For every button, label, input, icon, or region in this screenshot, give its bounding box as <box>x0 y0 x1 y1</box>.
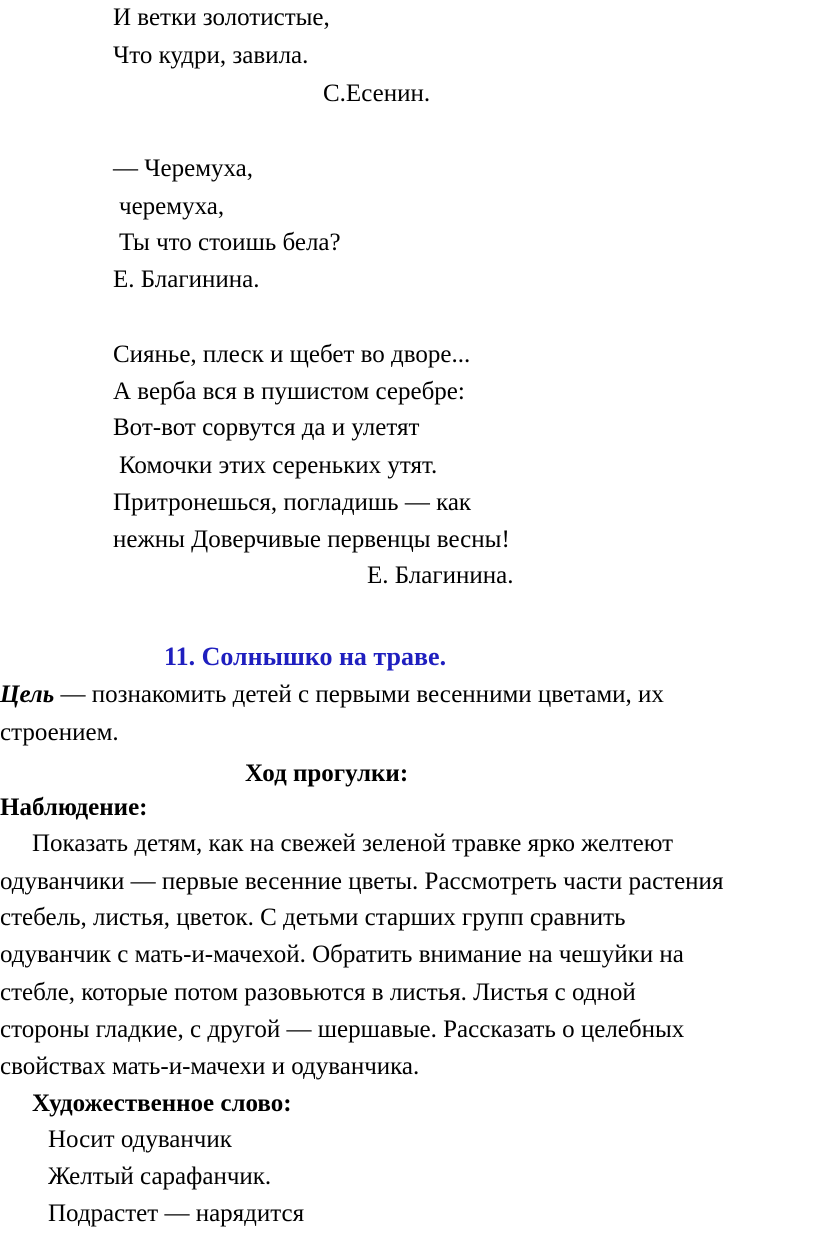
observation-line: свойствах мать-и-мачехи и одуванчика. <box>0 1053 420 1080</box>
poem3-line: Сиянье, плеск и щебет во дворе... <box>113 341 471 368</box>
poem3-line: Вот-вот сорвутся да и улетят <box>113 414 420 441</box>
section-title: 11. Солнышко на траве. <box>164 642 447 671</box>
poem3-author: Е. Благинина. <box>367 562 514 589</box>
art-word-heading: Художественное слово: <box>32 1090 292 1117</box>
goal-text: — познакомить детей с первыми весенними цветами, их <box>54 681 664 708</box>
poem1-author: С.Есенин. <box>323 80 431 107</box>
poem3-line: нежны Доверчивые первенцы весны! <box>113 526 510 553</box>
observation-line: стебле, которые потом разовьются в листья. Листья с одной <box>0 979 636 1006</box>
observation-line: одуванчик с мать-и-мачехой. Обратить внимание на чешуйки на <box>0 941 684 968</box>
poem2-line: Ты что стоишь бела? <box>119 229 341 256</box>
observation-heading: Наблюдение: <box>0 794 148 821</box>
observation-line: стороны гладкие, с другой — шершавые. Рассказать о целебных <box>0 1016 685 1043</box>
poem1-line: Что кудри, завила. <box>113 42 309 69</box>
poem3-line: Комочки этих серeньких утят. <box>119 452 438 479</box>
goal-label: Цель <box>0 681 55 708</box>
poem1-line: И ветки золотистые, <box>113 4 330 31</box>
walk-heading: Ход прогулки: <box>245 760 409 787</box>
goal-text-continued: строением. <box>0 719 119 746</box>
observation-line: Показать детям, как на свежей зеленой травке ярко желтеют <box>32 830 674 857</box>
goal-paragraph <box>0 677 664 713</box>
observation-line: стебель, листья, цветок. С детьми старших групп сравнить <box>0 904 626 931</box>
observation-line: одуванчики — первые весенние цветы. Рассмотреть части растения <box>0 868 724 895</box>
art-poem-line: Подрастет — нарядится <box>48 1200 305 1227</box>
poem2-line: — Черемуха, <box>113 155 254 182</box>
poem2-line: черемуха, <box>119 193 225 220</box>
art-poem-line: Желтый сарафанчик. <box>48 1163 272 1190</box>
poem3-line: А верба вся в пушистом серебре: <box>113 378 465 405</box>
poem2-author: Е. Благинина. <box>113 266 260 293</box>
poem3-line: Притронешься, погладишь — как <box>113 489 472 516</box>
art-poem-line: Носит одуванчик <box>48 1126 232 1153</box>
